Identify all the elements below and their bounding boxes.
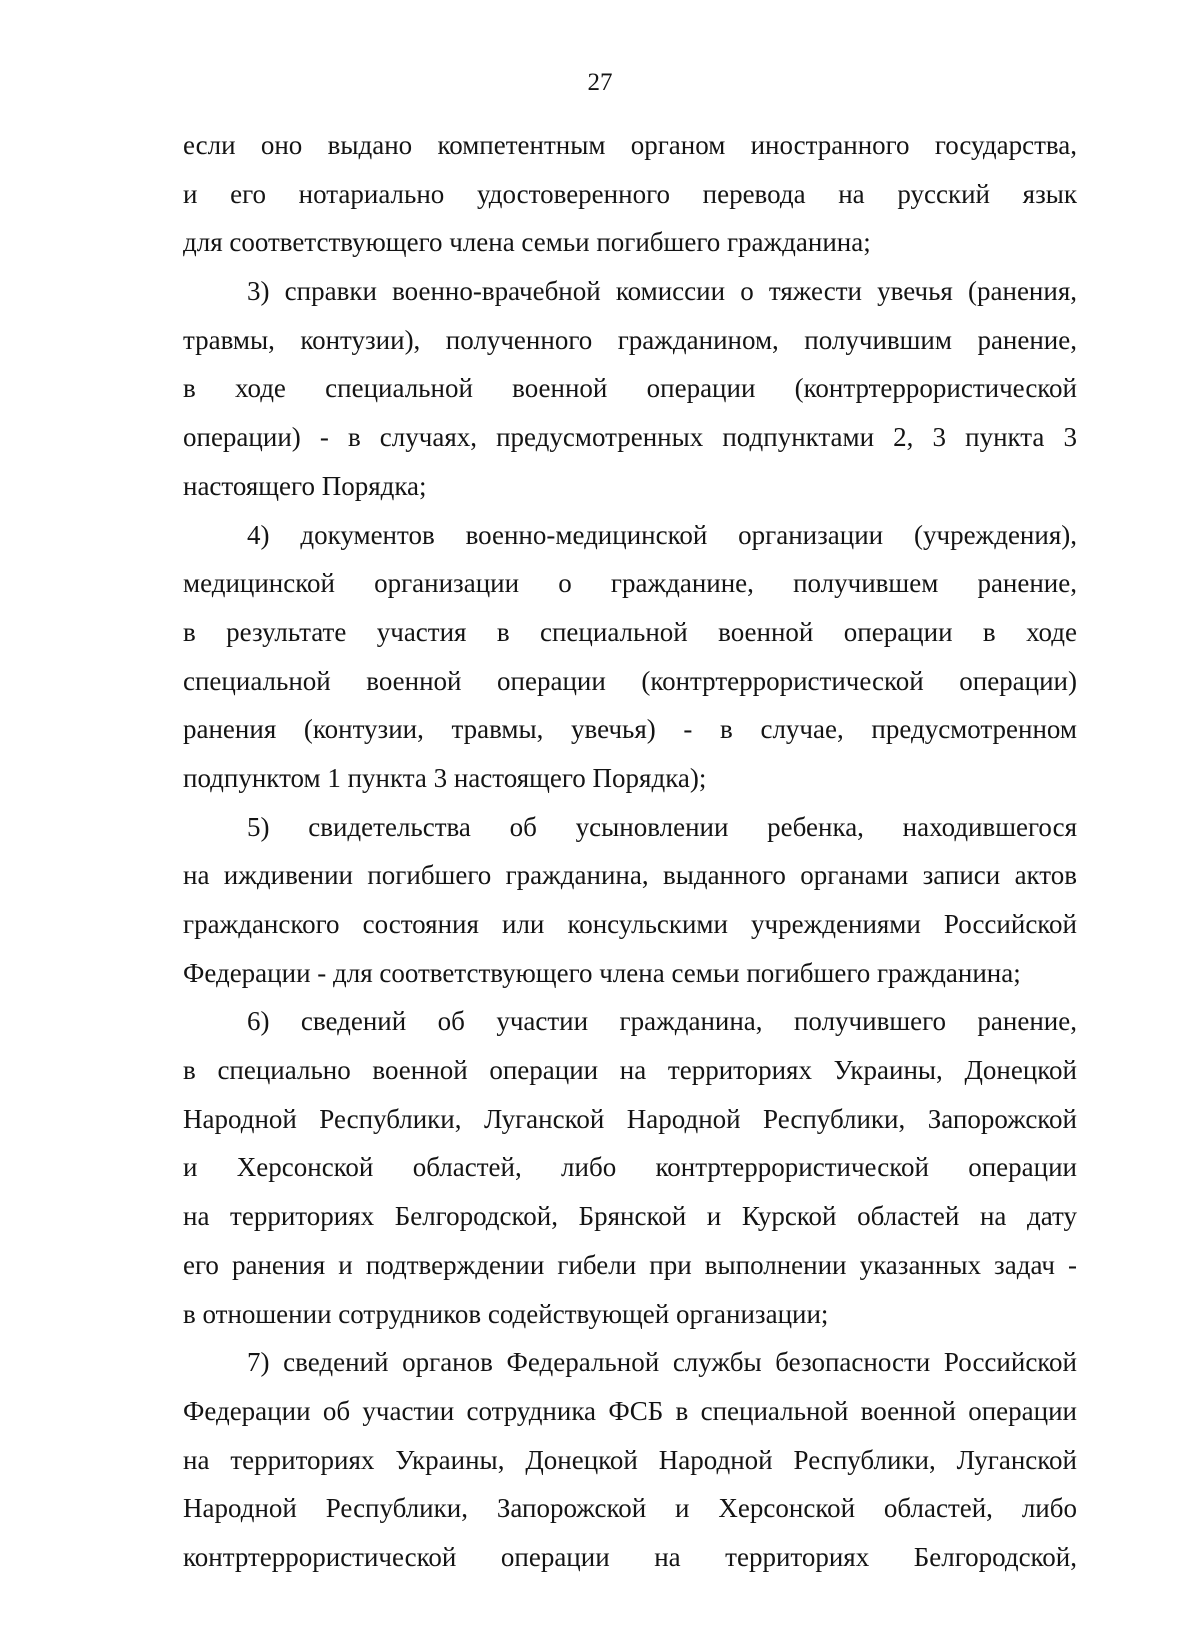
list-item-4 (183, 511, 1077, 803)
list-item-5 (183, 803, 1077, 998)
text-line: Федерации об участии сотрудника ФСБ в специальной военной операции (183, 1395, 1077, 1426)
text-line: Народной Республики, Луганской Народной Республики, Запорожской (183, 1103, 1077, 1134)
text-line: если оно выдано компетентным органом иностранного государства, (183, 130, 1077, 160)
text-line: специальной военной операции (контртеррористической операции) (183, 665, 1077, 696)
text-line: операции) - в случаях, предусмотренных подпунктами 2, 3 пункта 3 (183, 422, 1077, 453)
text-line: в результате участия в специальной военной операции в ходе (183, 616, 1077, 647)
text-line: его ранения и подтверждении гибели при выполнении указанных задач - (183, 1249, 1077, 1280)
list-item-3 (183, 267, 1077, 510)
text-line: ранения (контузии, травмы, увечья) - в случае, предусмотренном (183, 714, 1077, 745)
document-body (183, 121, 1077, 1582)
text-line: Федерации - для соответствующего члена семьи погибшего гражданина; (183, 957, 1021, 988)
text-line: в ходе специальной военной операции (контртеррористической (183, 373, 1077, 404)
text-line: на территориях Белгородской, Брянской и Курской областей на дату (183, 1201, 1077, 1232)
text-line: травмы, контузии), полученного гражданином, получившим ранение, (183, 324, 1077, 355)
text-line: 3) справки военно-врачебной комиссии о тяжести увечья (ранения, (247, 276, 1077, 307)
text-line: подпунктом 1 пункта 3 настоящего Порядка); (183, 762, 707, 793)
text-line: контртеррористической операции на территориях Белгородской, (183, 1541, 1077, 1572)
text-line: на территориях Украины, Донецкой Народной Республики, Луганской (183, 1444, 1077, 1475)
paragraph-continuation (183, 121, 1077, 267)
text-line: 4) документов военно-медицинской организации (учреждения), (247, 519, 1077, 550)
text-line: настоящего Порядка; (183, 470, 427, 501)
text-line: гражданского состояния или консульскими учреждениями Российской (183, 909, 1077, 939)
text-line: и его нотариально удостоверенного перевода на русский язык (183, 178, 1077, 209)
text-line: и Херсонской областей, либо контртеррористической операции (183, 1152, 1077, 1183)
text-line: в специально военной операции на территориях Украины, Донецкой (183, 1055, 1077, 1086)
text-line: 7) сведений органов Федеральной службы безопасности Российской (247, 1347, 1077, 1378)
text-line: Народной Республики, Запорожской и Херсонской областей, либо (183, 1493, 1077, 1524)
page-number: 27 (587, 69, 613, 96)
text-line: на иждивении погибшего гражданина, выданного органами записи актов (183, 860, 1077, 891)
text-line: 6) сведений об участии гражданина, получившего ранение, (247, 1006, 1077, 1037)
text-line: 5) свидетельства об усыновлении ребенка, находившегося (247, 811, 1077, 842)
list-item-6 (183, 997, 1077, 1338)
text-line: для соответствующего члена семьи погибшего гражданина; (183, 227, 871, 258)
text-line: медицинской организации о гражданине, получившем ранение, (183, 568, 1077, 599)
text-line: в отношении сотрудников содействующей организации; (183, 1298, 829, 1329)
list-item-7 (183, 1338, 1077, 1581)
